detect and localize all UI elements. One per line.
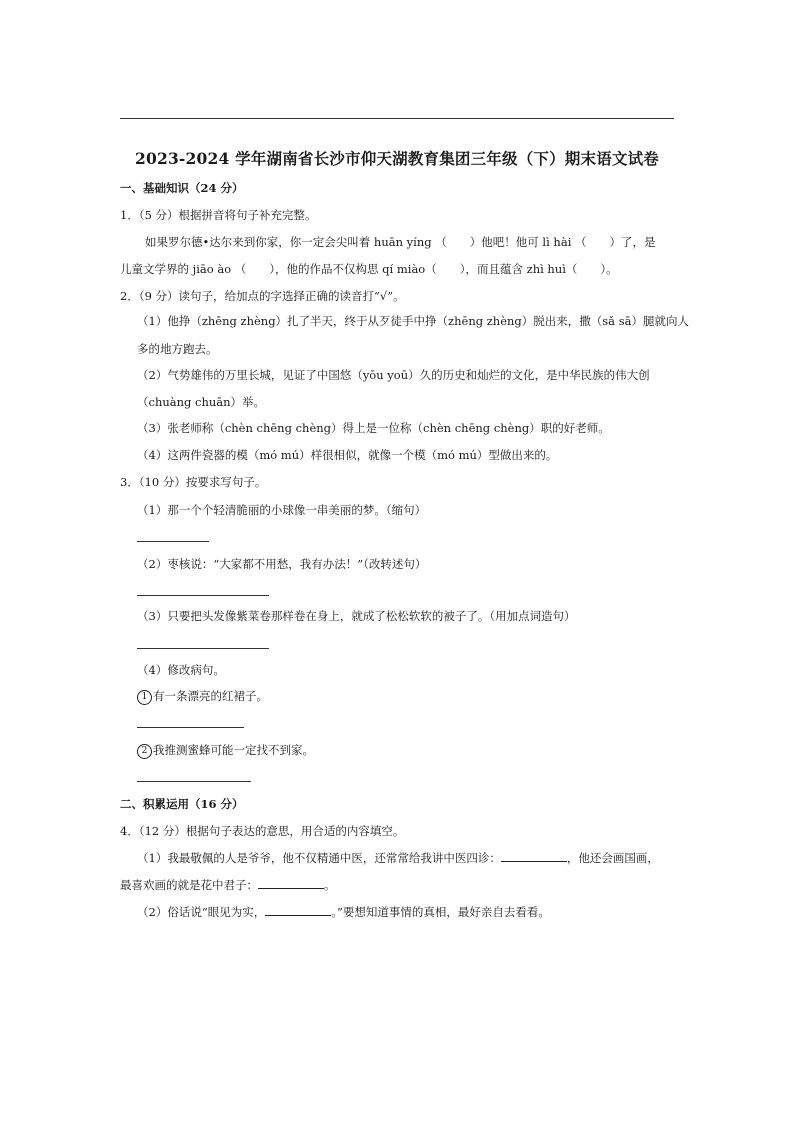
header-rule (120, 118, 674, 119)
answer-line-3-4-1[interactable] (137, 727, 244, 728)
question-4-part-1b-tail: 。 (324, 878, 336, 892)
question-2-part-1a: （1）他挣（zhēng zhèng）扎了半天，终于从歹徒手中挣（zhēng zhèng）脱出来，撒（sǎ sā）腿就向人 (137, 314, 689, 328)
answer-line-3-4-2[interactable] (137, 781, 251, 782)
question-2-part-2a: （2）气势雄伟的万里长城，见证了中国悠（yōu yoū）久的历史和灿烂的文化，是中华民族的伟大创 (137, 368, 650, 382)
question-2-part-3: （3）张老师称（chèn chēng chèng）得上是一位称（chèn chēng chèng）职的好老师。 (137, 421, 610, 435)
fill-blank-flower-gentleman[interactable] (258, 876, 324, 889)
section-basic-knowledge: 一、基础知识（24 分） (120, 181, 244, 195)
question-2-heading: 2．（9 分）读句子，给加点的字选择正确的读音打“√”。 (120, 289, 405, 303)
question-3-part-3: （3）只要把头发像紫菜卷那样卷在身上，就成了松松软软的被子了。（用加点词造句） (137, 609, 576, 623)
question-4-part-1b-text: 最喜欢画的就是花中君子： (120, 878, 258, 892)
answer-line-3-1[interactable] (137, 541, 209, 542)
question-4-part-2 (137, 903, 550, 920)
question-3-heading: 3．（10 分）按要求写句子。 (120, 475, 267, 489)
question-1-line-2: 儿童文学界的 jiāo ào （ ），他的作品不仅构思 qí miào（ ），而且蕴含 zhì huì（ ）。 (120, 262, 618, 276)
sentence-2-text: 我推测蜜蜂可能一定找不到家。 (153, 743, 314, 757)
question-3-part-1: （1）那一个个轻清脆丽的小球像一串美丽的梦。（缩句） (137, 503, 427, 517)
question-4-part-1a-tail: ，他还会画国画， (566, 851, 659, 865)
sentence-item-1 (137, 688, 268, 705)
question-4-part-1a (137, 849, 659, 866)
question-4-part-1b (120, 876, 336, 893)
circled-number-2: 2 (137, 744, 152, 759)
answer-line-3-2[interactable] (137, 595, 269, 596)
sentence-item-2 (137, 742, 314, 759)
sentence-1-text: 有一条漂亮的红裙子。 (153, 689, 268, 703)
question-3-part-4: （4）修改病句。 (137, 663, 225, 677)
question-4-heading: 4．（12 分）根据句子表达的意思，用合适的内容填空。 (120, 824, 405, 838)
question-2-part-2b: （chuàng chuān）举。 (137, 395, 266, 409)
question-1-line-1: 如果罗尔德•达尔来到你家，你一定会尖叫着 huān yíng （ ）他吧！他可 lì hài （ ）了，是 (145, 235, 656, 249)
circled-number-1: 1 (137, 690, 152, 705)
question-4-part-2-tail: 。”要想知道事情的真相，最好亲自去看看。 (331, 905, 550, 919)
fill-blank-proverb[interactable] (265, 903, 331, 916)
question-2-part-1b: 多的地方跑去。 (137, 342, 218, 356)
answer-line-3-3[interactable] (137, 648, 269, 649)
question-4-part-2-text: （2）俗话说“眼见为实， (137, 905, 266, 919)
question-1-heading: 1．（5 分）根据拼音将句子补充完整。 (120, 208, 317, 222)
section-accumulation: 二、积累运用（16 分） (120, 797, 244, 811)
question-3-part-2: （2）枣核说：“大家都不用愁，我有办法！”（改转述句） (137, 557, 427, 571)
question-2-part-4: （4）这两件瓷器的模（mó mú）样很相似，就像一个模（mó mú）型做出来的。 (137, 448, 558, 462)
exam-title: 2023-2024 学年湖南省长沙市仰天湖教育集团三年级（下）期末语文试卷 (134, 149, 659, 168)
fill-blank-four-diagnoses[interactable] (501, 849, 567, 862)
question-4-part-1a-text: （1）我最敬佩的人是爷爷，他不仅精通中医，还常常给我讲中医四诊： (137, 851, 501, 865)
